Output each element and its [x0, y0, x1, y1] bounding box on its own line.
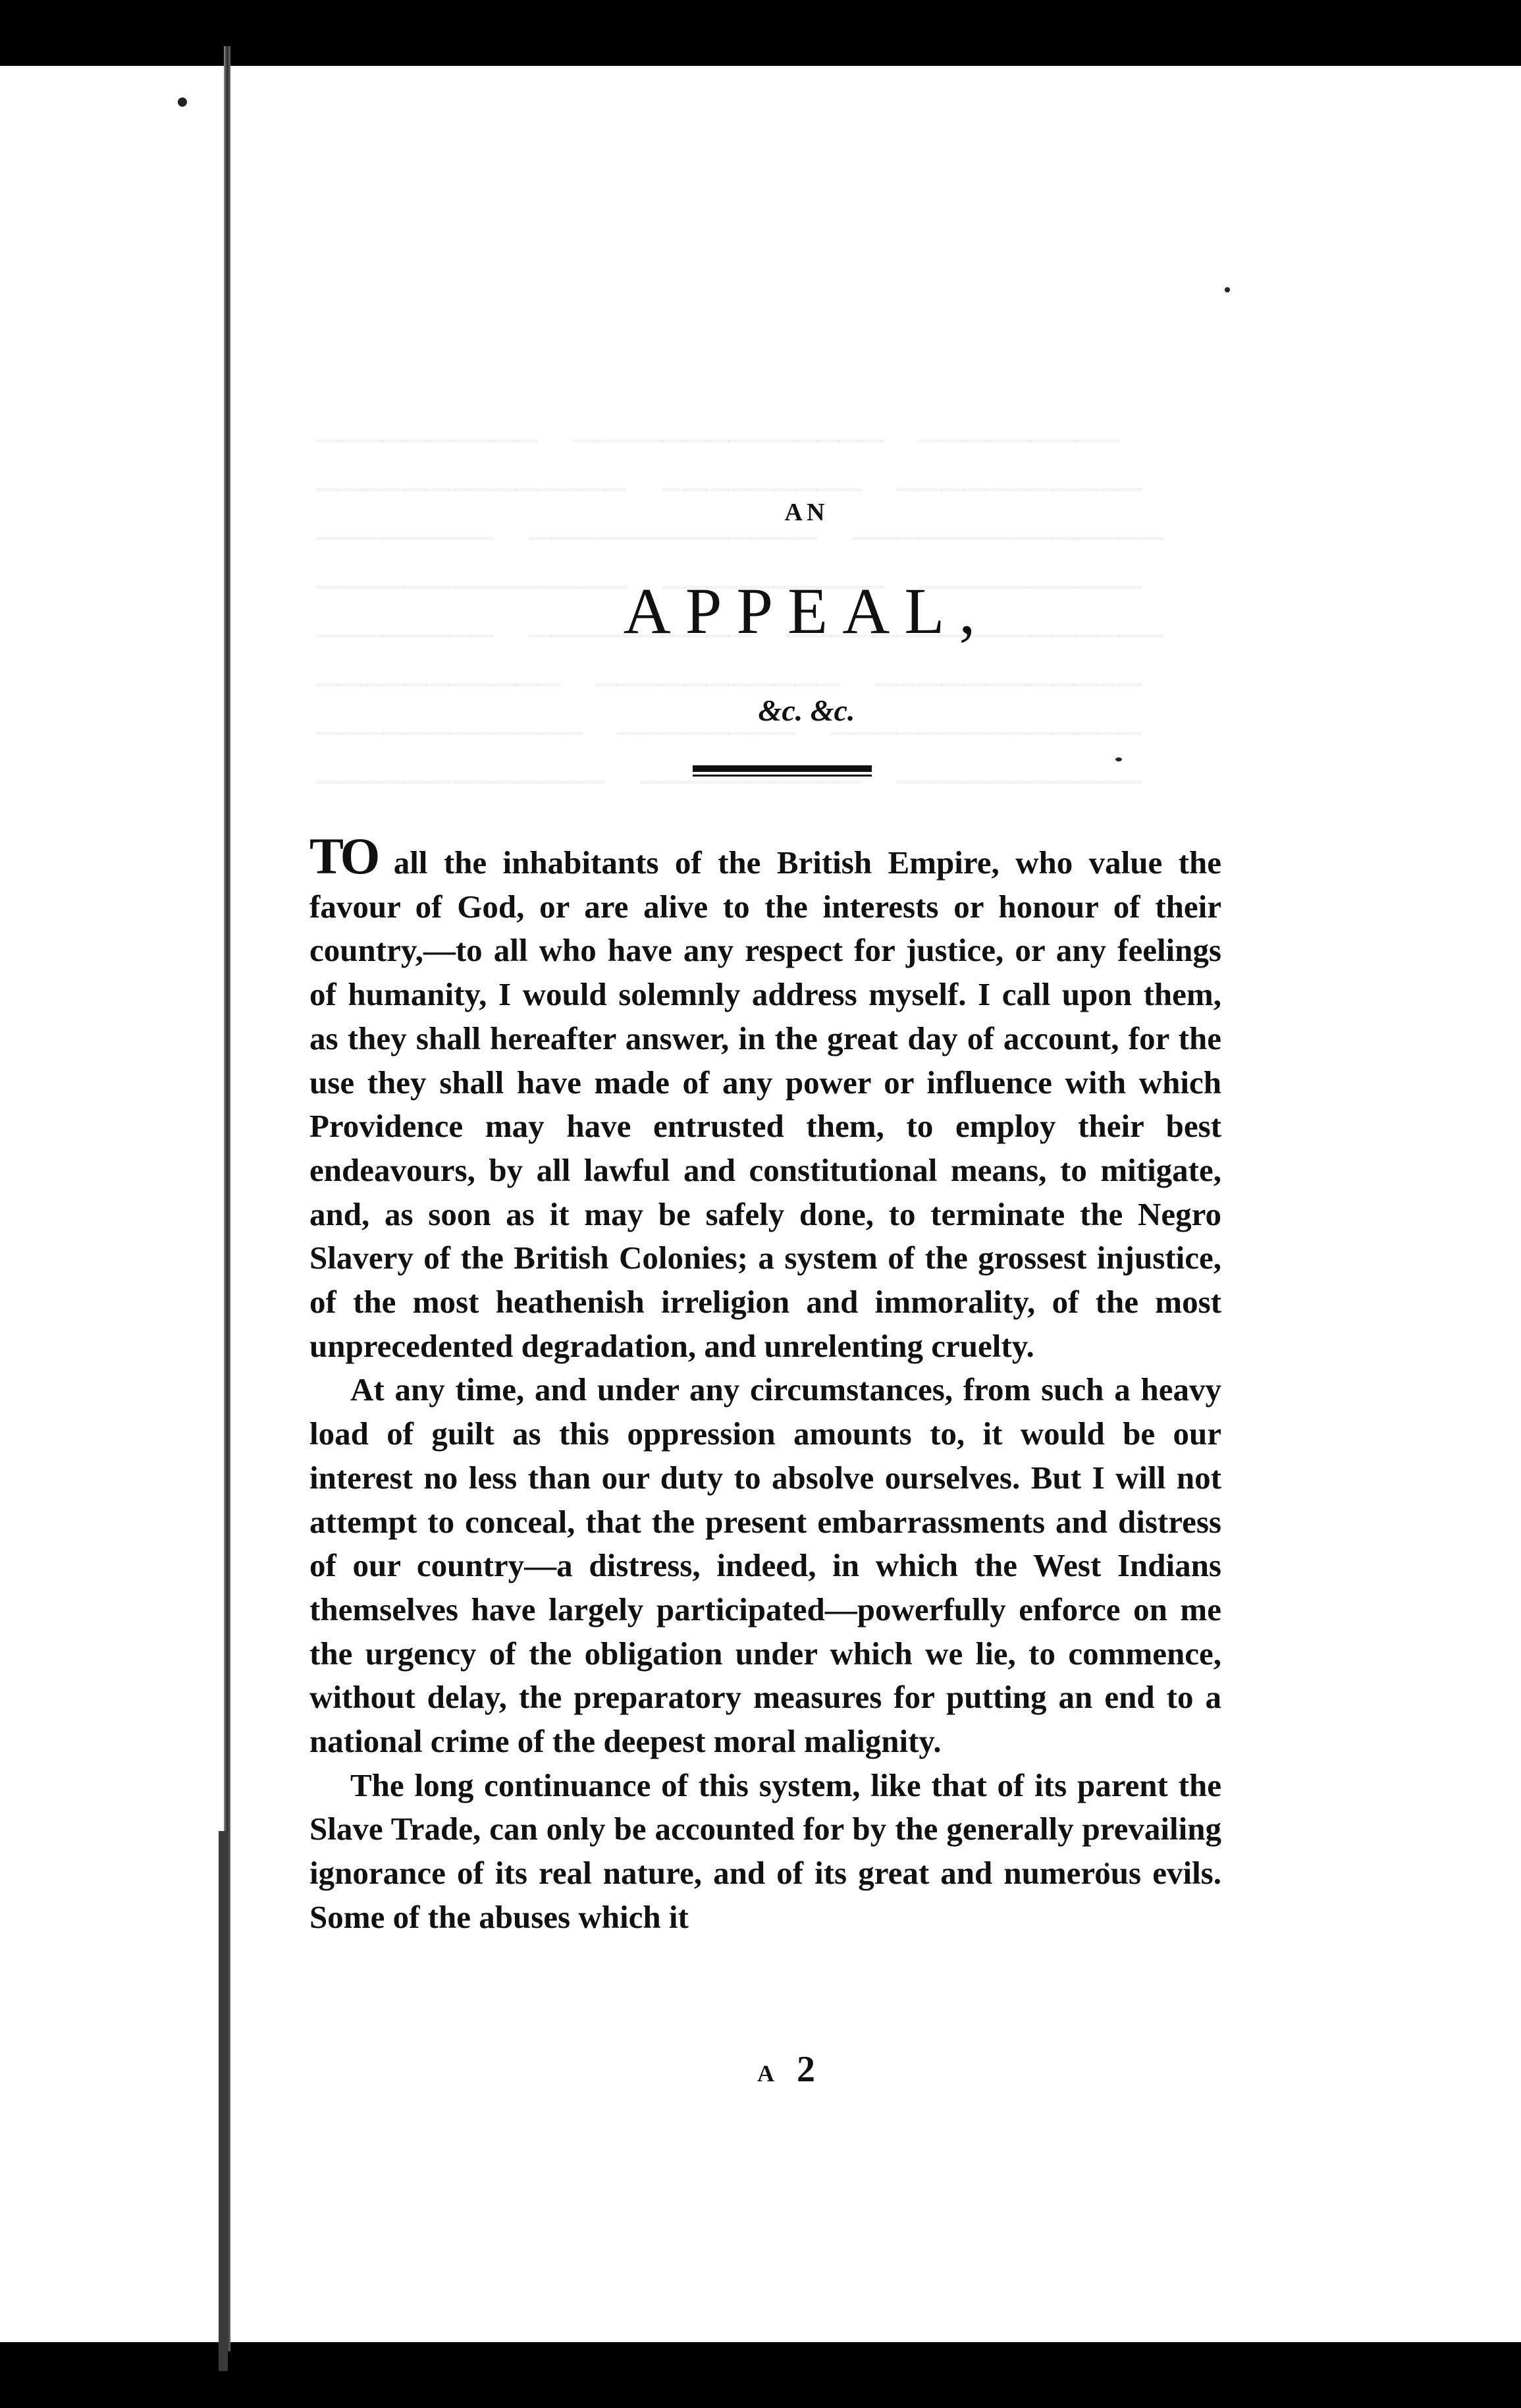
paragraph-2: At any time, and under any circumstances, from such a heavy load of guilt as this oppression amounts to, it would be our interest no less than our duty to absolve ourselves. But I will not attempt to conceal, that the present embarrassments and distress of our country—a distress, indeed, in which the West Indians themselves have largely participated—powerfully enforce on me the urgency of the obligation under which we lie, to commence, without delay, the preparatory measures for putting an end to a national crime of the deepest moral malignity. [309, 1371, 1221, 1760]
signature-number: 2 [797, 2049, 822, 2090]
paragraph-1-text: all the inhabitants of the British Empire, who value the favour of God, or are alive to the interests or honour of their country,—to all who have any respect for justice, or any feelings of humanity, I would solemnly address myself. I call upon them, as they shall hereafter answer, in the great day of account, for the use they shall have made of any power or influence with which Providence may have entrusted them, to employ their best endeavours, by all lawful and constitutional means, to mitigate, and, as soon as it may be safely done, to terminate the Negro Slavery of the British Colonies; a system of the grossest injustice, of the most heathenish irreligion and immorality, of the most unprecedented degradation, and unrelenting cruelty. [309, 844, 1221, 1364]
gutter-shadow [219, 1831, 228, 2371]
paragraph-3: The long continuance of this system, like that of its parent the Slave Trade, can only be accounted for by the generally prevailing ignorance of its real nature, and of its great and numerous evils. Some of the abuses which it [309, 1766, 1221, 1935]
scan-border-bottom [0, 2342, 1521, 2408]
drop-cap: TO [309, 827, 378, 885]
signature-letter: A [757, 2060, 781, 2087]
printer-signature [757, 2048, 822, 2091]
rule-thick-line [693, 765, 872, 772]
title-prefix: AN [784, 499, 829, 526]
ink-speck [178, 97, 187, 107]
page-title: APPEAL, [623, 574, 990, 647]
page-subtitle: &c. &c. [758, 694, 855, 727]
ink-speck [1115, 757, 1122, 761]
paragraph-1 [309, 827, 1221, 1368]
decorative-rule [693, 765, 872, 777]
body-text [309, 827, 1221, 1940]
ink-speck [1225, 287, 1230, 292]
rule-thin-line [693, 775, 872, 777]
